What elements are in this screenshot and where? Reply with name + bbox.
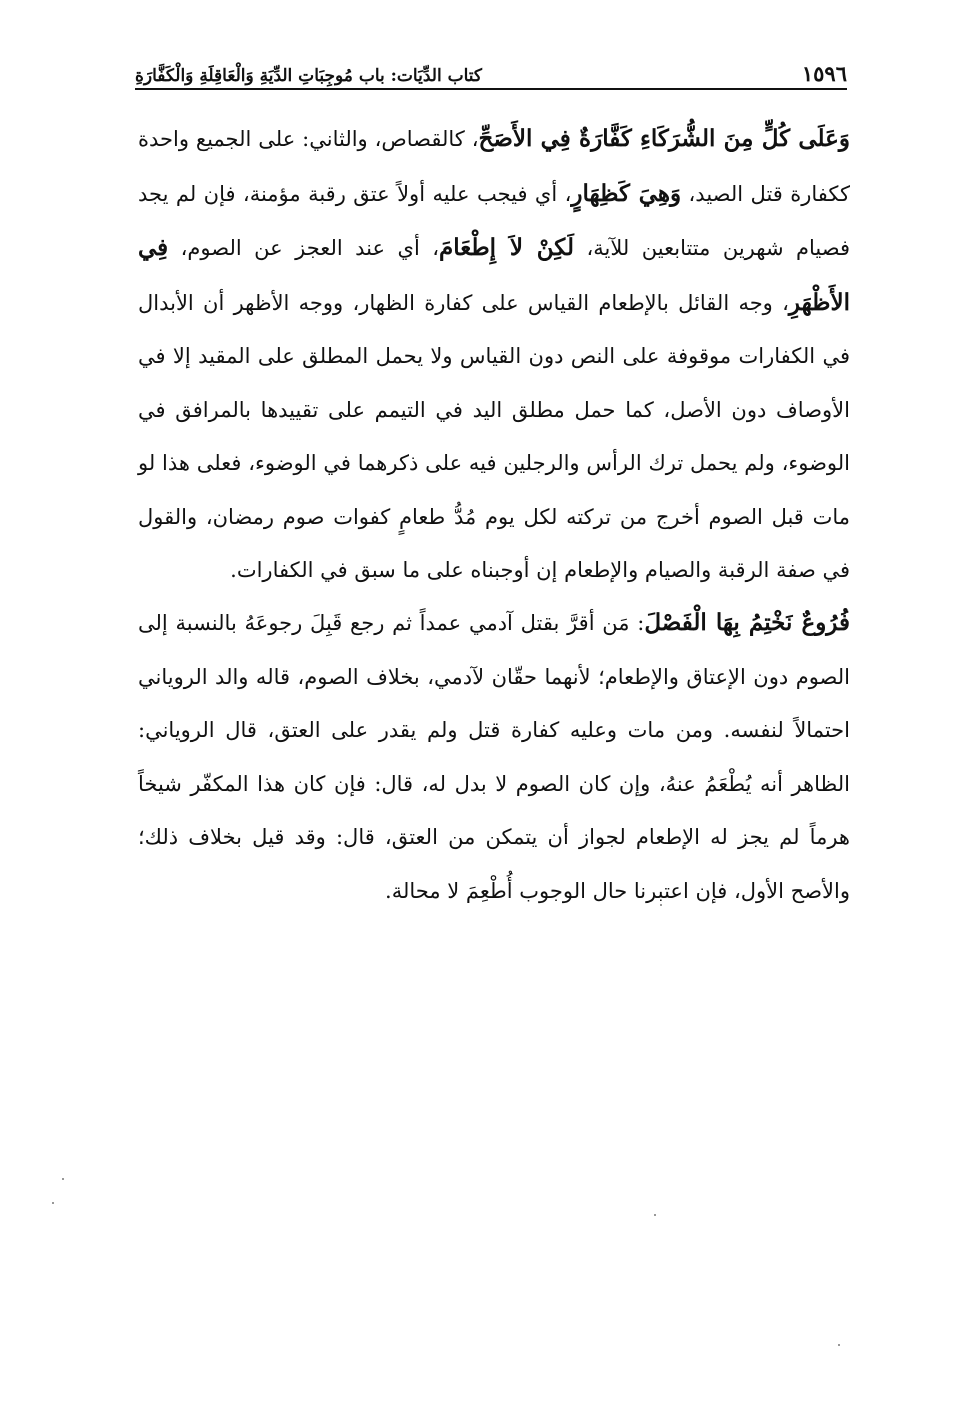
matn-segment: وَهِيَ كَظِهَارٍ bbox=[571, 179, 682, 207]
page-number: ١٥٩٦ bbox=[801, 61, 847, 86]
scan-speck bbox=[62, 1178, 64, 1180]
commentary-segment: ، أي فيجب عليه أولاً عتق رقبة مؤمنة، فإن لم يجد فصيام شهرين متتابعين للآية، bbox=[138, 181, 851, 260]
commentary-segment: : مَن أقرَّ بقتل آدمي عمداً ثم رجع قَبِلَ رجوعَهُ بالنسبة إلى الصوم دون الإعتاق والإطعام؛ لأنهما حقّان لآدمي، بخلاف الصوم، قاله والد الروياني احتمالاً لنفسه. ومن مات وعليه كفارة قتل ولم يقدر على العتق، قال الروياني: الظاهر أنه يُطْعَمُ عنهُ، وإن كان الصوم لا بدل له، قال: فإن كان هذا المكفّر شيخاً هرماً لم يجز له الإطعام لجواز أن يتمكن من العتق، قال: وقد قيل بخلاف ذلك؛ والأصح الأول، فإن اعتبرنا حال الوجوب أُطْعِمَ لا محالة. bbox=[138, 611, 850, 903]
matn-segment: لَكِنْ لاَ إِطْعَامَ bbox=[439, 234, 575, 261]
scan-speck bbox=[660, 904, 662, 906]
running-title: كتاب الدِّيَات: باب مُوجِبَاتِ الدِّيَةِ وَالْعَاقِلَةِ وَالْكَفَّارَةِ bbox=[135, 66, 482, 86]
commentary-segment: ، وجه القائل بالإطعام القياس على كفارة الظهار، ووجه الأظهر أن الأبدال في الكفارات موقوفة على النص دون القياس ولا يحمل المطلق على المقيد إلا في الأوصاف دون الأصل، كما حمل مطلق اليد في التيمم على تقييدها بالمرافق في الوضوء، ولم يحمل ترك الرأس والرجلين فيه على ذكرهما في الوضوء، فعلى هذا لو مات قبل الصوم أخرج من تركته لكل يوم مُدُّ طعامٍ كفوات صوم رمضان، والقول في صفة الرقبة والصيام والإطعام إن أوجبناه على ما سبق في الكفارات. bbox=[138, 290, 850, 582]
scan-speck bbox=[52, 1202, 54, 1204]
paragraph-2 bbox=[138, 596, 850, 918]
scan-speck bbox=[838, 1344, 840, 1346]
scan-speck bbox=[654, 1214, 656, 1216]
section-heading: فُرُوعٌ نَخْتِمُ بِهَا الْفَصْلَ bbox=[644, 609, 850, 636]
matn-segment: وَعَلَى كُلٍّ مِنَ الشُّرَكَاءِ كَفَّارَةٌ فِي الأَصَحِّ bbox=[478, 125, 850, 152]
paragraph-1 bbox=[138, 112, 850, 598]
page-header bbox=[135, 52, 847, 90]
commentary-segment: ، كالقصاص، والثاني: على الجميع واحدة ككفارة قتل الصيد، bbox=[138, 127, 850, 206]
matn-segment: فِي الأَظْهَرِ bbox=[138, 234, 850, 316]
commentary-segment: ، أي عند العجز عن الصوم، bbox=[168, 236, 440, 260]
